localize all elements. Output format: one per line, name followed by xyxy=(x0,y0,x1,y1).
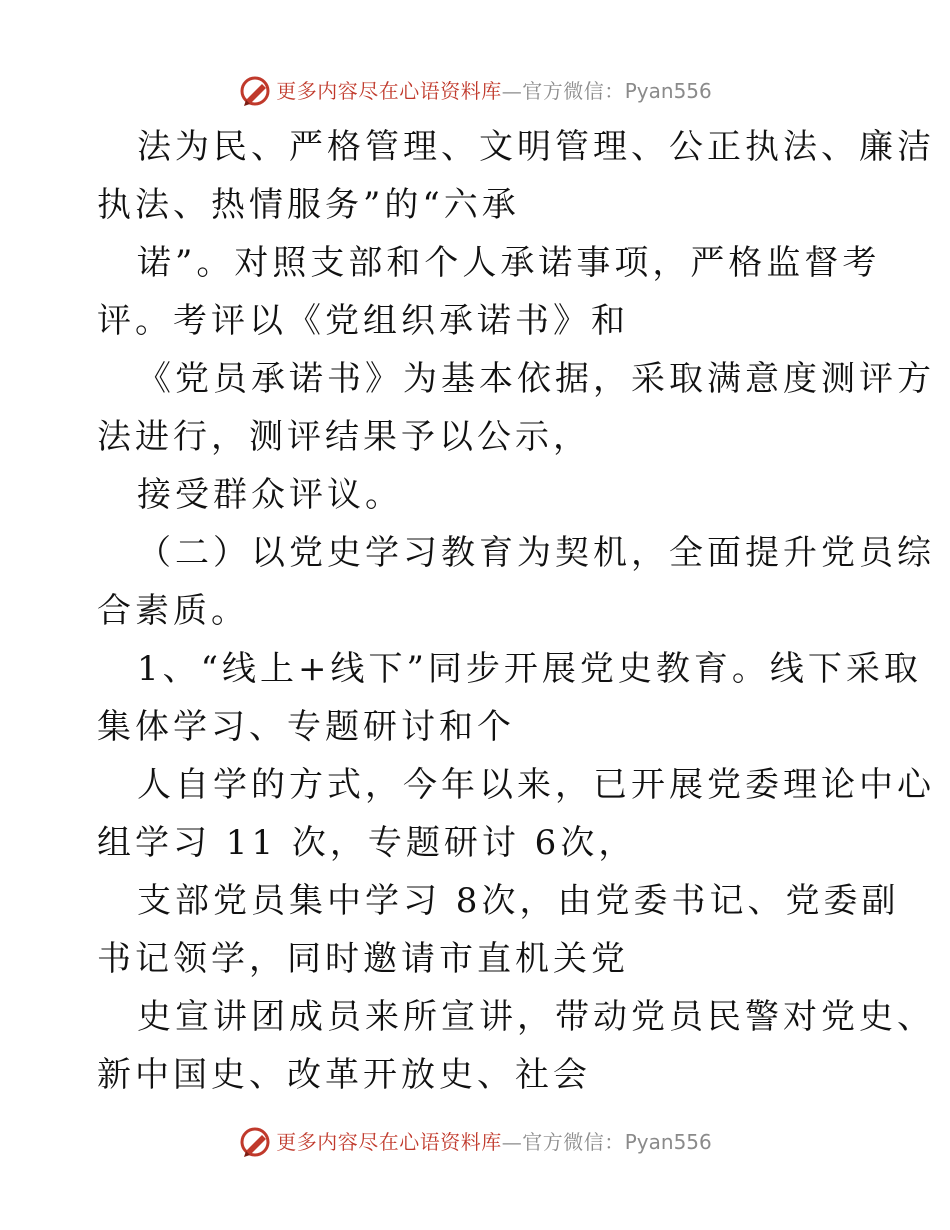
text-line: 诺”。对照支部和个人承诺事项，严格监督考 xyxy=(137,243,881,283)
watermark-dash: — xyxy=(501,79,523,103)
text-line: 支部党员集中学习 8次，由党委书记、党委副 xyxy=(137,881,900,921)
text-line: 《党员承诺书》为基本依据，采取满意度测评方 xyxy=(137,359,935,399)
text-line: 集体学习、专题研讨和个 xyxy=(97,707,515,747)
text-line: 法进行，测评结果予以公示， xyxy=(97,417,591,457)
pen-logo-icon xyxy=(238,74,272,108)
watermark-text: 更多内容尽在心语资料库 xyxy=(276,79,502,103)
footer-watermark xyxy=(0,1125,950,1159)
text-line: 执法、热情服务”的“六承 xyxy=(97,185,520,225)
text-line: 接受群众评议。 xyxy=(137,475,403,515)
text-line: 合素质。 xyxy=(97,591,249,631)
watermark-id: Pyan556 xyxy=(624,1130,712,1154)
text-line: 组学习 11 次，专题研讨 6次， xyxy=(97,823,637,863)
text-line: 1、“线上+线下”同步开展党史教育。线下采取 xyxy=(137,649,922,689)
text-line: 新中国史、改革开放史、社会 xyxy=(97,1055,591,1095)
text-line: 人自学的方式，今年以来，已开展党委理论中心 xyxy=(137,765,935,805)
pen-logo-icon xyxy=(238,1125,272,1159)
watermark-id: Pyan556 xyxy=(624,79,712,103)
section-heading: （二）以党史学习教育为契机，全面提升党员综 xyxy=(137,533,935,573)
text-line: 书记领学，同时邀请市直机关党 xyxy=(97,939,629,979)
text-line: 史宣讲团成员来所宣讲，带动党员民警对党史、 xyxy=(137,997,935,1037)
header-watermark xyxy=(0,74,950,108)
watermark-dash: — xyxy=(501,1130,523,1154)
watermark-official: 官方微信： xyxy=(522,79,625,103)
text-line: 评。考评以《党组织承诺书》和 xyxy=(97,301,629,341)
text-line: 法为民、严格管理、文明管理、公正执法、廉洁 xyxy=(137,127,935,167)
watermark-text: 更多内容尽在心语资料库 xyxy=(276,1130,502,1154)
watermark-official: 官方微信： xyxy=(522,1130,625,1154)
